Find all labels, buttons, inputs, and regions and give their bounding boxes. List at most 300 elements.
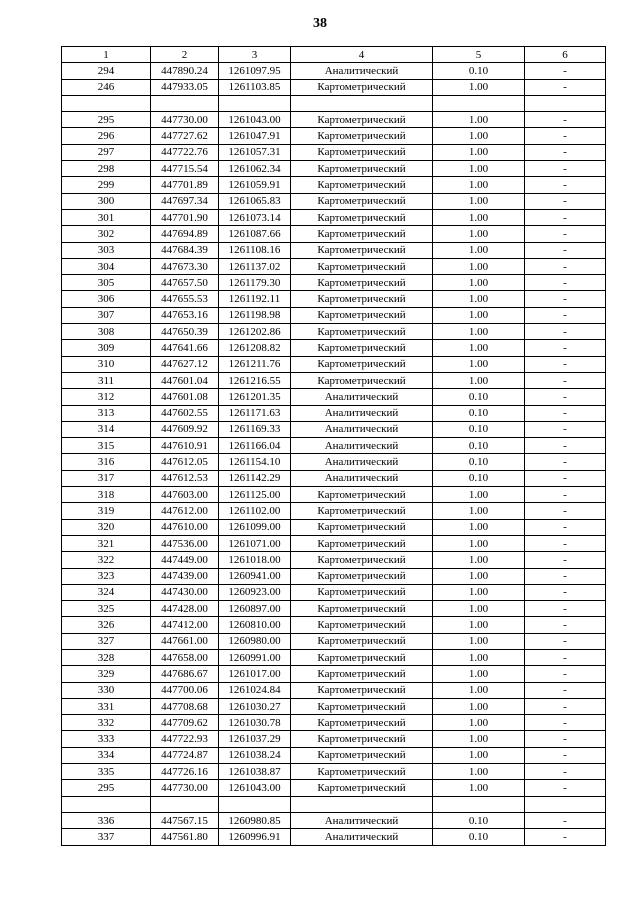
table-cell <box>525 95 606 111</box>
table-cell: 447627.12 <box>151 356 219 372</box>
table-cell: 1.00 <box>433 698 525 714</box>
table-cell: - <box>525 307 606 323</box>
table-cell: Картометрический <box>291 275 433 291</box>
table-row <box>62 63 606 79</box>
table-cell: - <box>525 177 606 193</box>
table-cell: 331 <box>62 698 151 714</box>
table-row <box>62 747 606 763</box>
table-row <box>62 503 606 519</box>
table-cell: 447715.54 <box>151 161 219 177</box>
table-cell: 447536.00 <box>151 535 219 551</box>
table-cell: 307 <box>62 307 151 323</box>
table-cell: 1.00 <box>433 764 525 780</box>
table-cell: 1261142.29 <box>219 470 291 486</box>
table-cell: Картометрический <box>291 503 433 519</box>
table-cell: - <box>525 731 606 747</box>
table-cell: 1261208.82 <box>219 340 291 356</box>
table-cell: 447561.80 <box>151 829 219 845</box>
table-cell: 1261179.30 <box>219 275 291 291</box>
table-cell: 447701.90 <box>151 209 219 225</box>
table-cell: 0.10 <box>433 438 525 454</box>
table-cell: Картометрический <box>291 161 433 177</box>
table-cell: Картометрический <box>291 568 433 584</box>
table-cell: 447602.55 <box>151 405 219 421</box>
table-row <box>62 356 606 372</box>
table-cell <box>151 796 219 812</box>
table-cell: Картометрический <box>291 764 433 780</box>
table-cell: Картометрический <box>291 633 433 649</box>
table-cell: 334 <box>62 747 151 763</box>
table-cell: - <box>525 421 606 437</box>
table-row <box>62 161 606 177</box>
table-cell: - <box>525 666 606 682</box>
table-cell: 1261137.02 <box>219 258 291 274</box>
table-row <box>62 95 606 111</box>
table-cell: 296 <box>62 128 151 144</box>
table-cell: 447655.53 <box>151 291 219 307</box>
table-header-row <box>62 47 606 63</box>
table-cell: 447684.39 <box>151 242 219 258</box>
table-cell: 447650.39 <box>151 324 219 340</box>
table-cell: 1261201.35 <box>219 389 291 405</box>
table-cell: 1.00 <box>433 649 525 665</box>
table-cell: - <box>525 454 606 470</box>
table-cell: 1.00 <box>433 633 525 649</box>
table-cell: 336 <box>62 812 151 828</box>
table-cell: 1.00 <box>433 275 525 291</box>
page-number: 38 <box>313 16 327 31</box>
table-cell: 309 <box>62 340 151 356</box>
table-row <box>62 812 606 828</box>
table-cell: - <box>525 161 606 177</box>
table-cell: - <box>525 519 606 535</box>
table-cell: Картометрический <box>291 291 433 307</box>
table-cell: 447658.00 <box>151 649 219 665</box>
table-cell: 1261043.00 <box>219 780 291 796</box>
table-cell: 1261073.14 <box>219 209 291 225</box>
table-cell: 1261024.84 <box>219 682 291 698</box>
table-cell: 1.00 <box>433 128 525 144</box>
table-cell: 447730.00 <box>151 780 219 796</box>
table-cell: - <box>525 144 606 160</box>
table-row <box>62 666 606 682</box>
table-cell: 1.00 <box>433 682 525 698</box>
table-cell: 332 <box>62 715 151 731</box>
table-cell: 1261065.83 <box>219 193 291 209</box>
table-cell: 1.00 <box>433 242 525 258</box>
column-header: 2 <box>151 47 219 63</box>
table-cell: 0.10 <box>433 63 525 79</box>
table-row <box>62 389 606 405</box>
table-cell: Картометрический <box>291 731 433 747</box>
table-cell: 294 <box>62 63 151 79</box>
table-cell: 447449.00 <box>151 552 219 568</box>
table-cell: Аналитический <box>291 812 433 828</box>
table-cell: - <box>525 552 606 568</box>
table-row <box>62 177 606 193</box>
table-cell: 1261099.00 <box>219 519 291 535</box>
table-cell: 1.00 <box>433 780 525 796</box>
table-cell: - <box>525 291 606 307</box>
table-cell: 325 <box>62 601 151 617</box>
table-cell: 447612.00 <box>151 503 219 519</box>
table-cell: 1.00 <box>433 193 525 209</box>
table-cell: 1.00 <box>433 209 525 225</box>
table-row <box>62 633 606 649</box>
table-cell: 1261171.63 <box>219 405 291 421</box>
table-cell: 447609.92 <box>151 421 219 437</box>
table-cell <box>291 95 433 111</box>
table-cell: 447722.76 <box>151 144 219 160</box>
table-cell: 1.00 <box>433 731 525 747</box>
table-cell: - <box>525 356 606 372</box>
table-cell: Картометрический <box>291 307 433 323</box>
table-cell: 1261071.00 <box>219 535 291 551</box>
table-cell: 1.00 <box>433 617 525 633</box>
table-cell: - <box>525 258 606 274</box>
table-cell: 1261108.16 <box>219 242 291 258</box>
table-cell: 1.00 <box>433 340 525 356</box>
table-cell: 326 <box>62 617 151 633</box>
table-cell: 1261125.00 <box>219 487 291 503</box>
table-cell: 1260897.00 <box>219 601 291 617</box>
table-cell: Аналитический <box>291 405 433 421</box>
table-cell: - <box>525 812 606 828</box>
table-cell: 1261169.33 <box>219 421 291 437</box>
table-cell: 1.00 <box>433 535 525 551</box>
table-row <box>62 421 606 437</box>
table-cell: 321 <box>62 535 151 551</box>
table-cell: 337 <box>62 829 151 845</box>
table-cell: 0.10 <box>433 405 525 421</box>
table-row <box>62 226 606 242</box>
table-cell: 0.10 <box>433 421 525 437</box>
table-cell: 447708.68 <box>151 698 219 714</box>
table-cell: 447730.00 <box>151 112 219 128</box>
table-cell: Картометрический <box>291 193 433 209</box>
table-row <box>62 454 606 470</box>
table-cell: - <box>525 764 606 780</box>
table-row <box>62 258 606 274</box>
table-cell: Аналитический <box>291 438 433 454</box>
table-cell: Картометрический <box>291 356 433 372</box>
table-cell: - <box>525 389 606 405</box>
table-row <box>62 324 606 340</box>
table-cell: Картометрический <box>291 112 433 128</box>
table-cell: 447686.67 <box>151 666 219 682</box>
table-cell: - <box>525 617 606 633</box>
table-cell: Аналитический <box>291 421 433 437</box>
table-cell <box>62 95 151 111</box>
table-cell: 1.00 <box>433 503 525 519</box>
table-row <box>62 682 606 698</box>
table-cell: 1261102.00 <box>219 503 291 519</box>
table-cell: 447724.87 <box>151 747 219 763</box>
table-cell: Картометрический <box>291 682 433 698</box>
table-cell: 1260980.85 <box>219 812 291 828</box>
table-cell: 328 <box>62 649 151 665</box>
table-cell: 447612.05 <box>151 454 219 470</box>
table-cell: Картометрический <box>291 258 433 274</box>
table-cell: 305 <box>62 275 151 291</box>
table-cell: 1260923.00 <box>219 584 291 600</box>
table-cell: 327 <box>62 633 151 649</box>
table-cell: - <box>525 829 606 845</box>
column-header: 6 <box>525 47 606 63</box>
table-cell: 447603.00 <box>151 487 219 503</box>
table-row <box>62 601 606 617</box>
table-cell: 313 <box>62 405 151 421</box>
table-cell: Картометрический <box>291 649 433 665</box>
table-cell: 1.00 <box>433 161 525 177</box>
table-cell: 447610.91 <box>151 438 219 454</box>
table-row <box>62 731 606 747</box>
table-cell: 303 <box>62 242 151 258</box>
table-cell: - <box>525 682 606 698</box>
table-cell: 447430.00 <box>151 584 219 600</box>
table-cell: 324 <box>62 584 151 600</box>
table-cell: Картометрический <box>291 666 433 682</box>
table-row <box>62 535 606 551</box>
table-row <box>62 291 606 307</box>
table-cell <box>433 796 525 812</box>
table-cell: 1261047.91 <box>219 128 291 144</box>
table-cell: 1.00 <box>433 177 525 193</box>
table-cell: 447601.04 <box>151 372 219 388</box>
table-cell: 1261211.76 <box>219 356 291 372</box>
table-row <box>62 275 606 291</box>
table-cell: 1.00 <box>433 487 525 503</box>
table-cell: Аналитический <box>291 63 433 79</box>
table-row <box>62 487 606 503</box>
table-cell: 1261043.00 <box>219 112 291 128</box>
table-cell: 310 <box>62 356 151 372</box>
table-cell: 295 <box>62 112 151 128</box>
table-cell: Картометрический <box>291 715 433 731</box>
table-cell: - <box>525 747 606 763</box>
table-cell: Картометрический <box>291 242 433 258</box>
table-cell: 447439.00 <box>151 568 219 584</box>
table-cell: 447697.34 <box>151 193 219 209</box>
table-cell: 1261154.10 <box>219 454 291 470</box>
table-cell: 447933.05 <box>151 79 219 95</box>
table-body <box>62 63 606 845</box>
table-cell: Картометрический <box>291 324 433 340</box>
table-cell: 447653.16 <box>151 307 219 323</box>
table-cell: 315 <box>62 438 151 454</box>
table-cell: 1261062.34 <box>219 161 291 177</box>
table-cell <box>219 796 291 812</box>
table-cell: 302 <box>62 226 151 242</box>
table-row <box>62 405 606 421</box>
table-cell: 1261097.95 <box>219 63 291 79</box>
table-cell: 447612.53 <box>151 470 219 486</box>
table-cell: 0.10 <box>433 389 525 405</box>
table-cell: Аналитический <box>291 454 433 470</box>
table-cell <box>219 95 291 111</box>
table-row <box>62 193 606 209</box>
table-cell: - <box>525 209 606 225</box>
table-cell: - <box>525 584 606 600</box>
table-cell: Картометрический <box>291 552 433 568</box>
table-row <box>62 780 606 796</box>
table-cell: - <box>525 372 606 388</box>
table-row <box>62 144 606 160</box>
table-cell: 1260980.00 <box>219 633 291 649</box>
table-cell: Картометрический <box>291 226 433 242</box>
table-cell: Аналитический <box>291 470 433 486</box>
table-cell: 1261057.31 <box>219 144 291 160</box>
table-cell: - <box>525 470 606 486</box>
table-cell: 299 <box>62 177 151 193</box>
table-cell: 1.00 <box>433 291 525 307</box>
table-cell: 335 <box>62 764 151 780</box>
table-cell: 304 <box>62 258 151 274</box>
table-cell: - <box>525 601 606 617</box>
table-cell: 1261030.27 <box>219 698 291 714</box>
table-cell: - <box>525 698 606 714</box>
column-header: 4 <box>291 47 433 63</box>
table-cell: 0.10 <box>433 829 525 845</box>
table-cell: - <box>525 780 606 796</box>
table-cell: - <box>525 193 606 209</box>
table-cell: 447661.00 <box>151 633 219 649</box>
table-cell: 447726.16 <box>151 764 219 780</box>
table-cell: Картометрический <box>291 617 433 633</box>
table-row <box>62 698 606 714</box>
table-row <box>62 715 606 731</box>
table-cell: 1.00 <box>433 584 525 600</box>
table-cell: 1.00 <box>433 747 525 763</box>
table-cell: Картометрический <box>291 601 433 617</box>
table-cell: 1261202.86 <box>219 324 291 340</box>
table-cell: - <box>525 487 606 503</box>
table-row <box>62 438 606 454</box>
table-row <box>62 242 606 258</box>
table-cell: 1261103.85 <box>219 79 291 95</box>
table-row <box>62 649 606 665</box>
table-cell: 1260996.91 <box>219 829 291 845</box>
table-cell: Картометрический <box>291 487 433 503</box>
table-cell: Аналитический <box>291 389 433 405</box>
table-cell: 0.10 <box>433 470 525 486</box>
table-row <box>62 519 606 535</box>
table-cell: 1261216.55 <box>219 372 291 388</box>
table-cell: 1.00 <box>433 258 525 274</box>
table-cell: 1.00 <box>433 715 525 731</box>
table-cell: 1261166.04 <box>219 438 291 454</box>
table-cell: 447700.06 <box>151 682 219 698</box>
table-cell: Картометрический <box>291 519 433 535</box>
table-cell: 447709.62 <box>151 715 219 731</box>
table-cell: 0.10 <box>433 812 525 828</box>
column-header: 3 <box>219 47 291 63</box>
table-cell: 317 <box>62 470 151 486</box>
table-row <box>62 79 606 95</box>
table-cell: 1.00 <box>433 112 525 128</box>
table-cell: 1.00 <box>433 226 525 242</box>
table-cell <box>62 796 151 812</box>
table-cell: 1261017.00 <box>219 666 291 682</box>
table-cell: 447610.00 <box>151 519 219 535</box>
table-cell: - <box>525 649 606 665</box>
coordinates-table <box>61 46 606 846</box>
table-cell: Картометрический <box>291 79 433 95</box>
table-cell: Картометрический <box>291 747 433 763</box>
table-cell: 1261192.11 <box>219 291 291 307</box>
column-header: 5 <box>433 47 525 63</box>
table-cell: 1.00 <box>433 307 525 323</box>
table-cell: 1261038.87 <box>219 764 291 780</box>
table-cell: 312 <box>62 389 151 405</box>
table-cell: - <box>525 715 606 731</box>
table-cell: 447722.93 <box>151 731 219 747</box>
table-cell: 297 <box>62 144 151 160</box>
table-row <box>62 829 606 845</box>
table-row <box>62 112 606 128</box>
table-cell: - <box>525 438 606 454</box>
column-header: 1 <box>62 47 151 63</box>
table-cell: 447412.00 <box>151 617 219 633</box>
table-cell: Картометрический <box>291 535 433 551</box>
table-cell: - <box>525 226 606 242</box>
table-cell: 1261087.66 <box>219 226 291 242</box>
table-cell: - <box>525 112 606 128</box>
table-cell: Картометрический <box>291 177 433 193</box>
table-cell: - <box>525 568 606 584</box>
table-cell: Картометрический <box>291 584 433 600</box>
table-cell: 301 <box>62 209 151 225</box>
table-row <box>62 568 606 584</box>
table-cell: 1.00 <box>433 519 525 535</box>
table-cell: - <box>525 242 606 258</box>
table-cell: 314 <box>62 421 151 437</box>
table-cell: 447694.89 <box>151 226 219 242</box>
table-cell: 447657.50 <box>151 275 219 291</box>
table-row <box>62 584 606 600</box>
table-cell: 1.00 <box>433 601 525 617</box>
table-cell: 298 <box>62 161 151 177</box>
table-cell: - <box>525 340 606 356</box>
table-cell: 1.00 <box>433 372 525 388</box>
table-cell: 306 <box>62 291 151 307</box>
table-cell: - <box>525 405 606 421</box>
table-cell: 447601.08 <box>151 389 219 405</box>
table-cell: 0.10 <box>433 454 525 470</box>
table-cell <box>291 796 433 812</box>
table-cell <box>151 95 219 111</box>
table-cell: 319 <box>62 503 151 519</box>
table-cell <box>525 796 606 812</box>
table-cell: - <box>525 79 606 95</box>
table-cell: 320 <box>62 519 151 535</box>
table-cell: 329 <box>62 666 151 682</box>
table-cell: 1.00 <box>433 79 525 95</box>
table-cell: 447428.00 <box>151 601 219 617</box>
table-row <box>62 128 606 144</box>
table-cell: 1260810.00 <box>219 617 291 633</box>
table-row <box>62 340 606 356</box>
table-cell: 447890.24 <box>151 63 219 79</box>
table-cell: 447701.89 <box>151 177 219 193</box>
table-cell: 1261018.00 <box>219 552 291 568</box>
table-cell: 300 <box>62 193 151 209</box>
table-cell: Картометрический <box>291 128 433 144</box>
table-cell: 311 <box>62 372 151 388</box>
table-cell: 330 <box>62 682 151 698</box>
table-cell: 295 <box>62 780 151 796</box>
table-cell: - <box>525 63 606 79</box>
